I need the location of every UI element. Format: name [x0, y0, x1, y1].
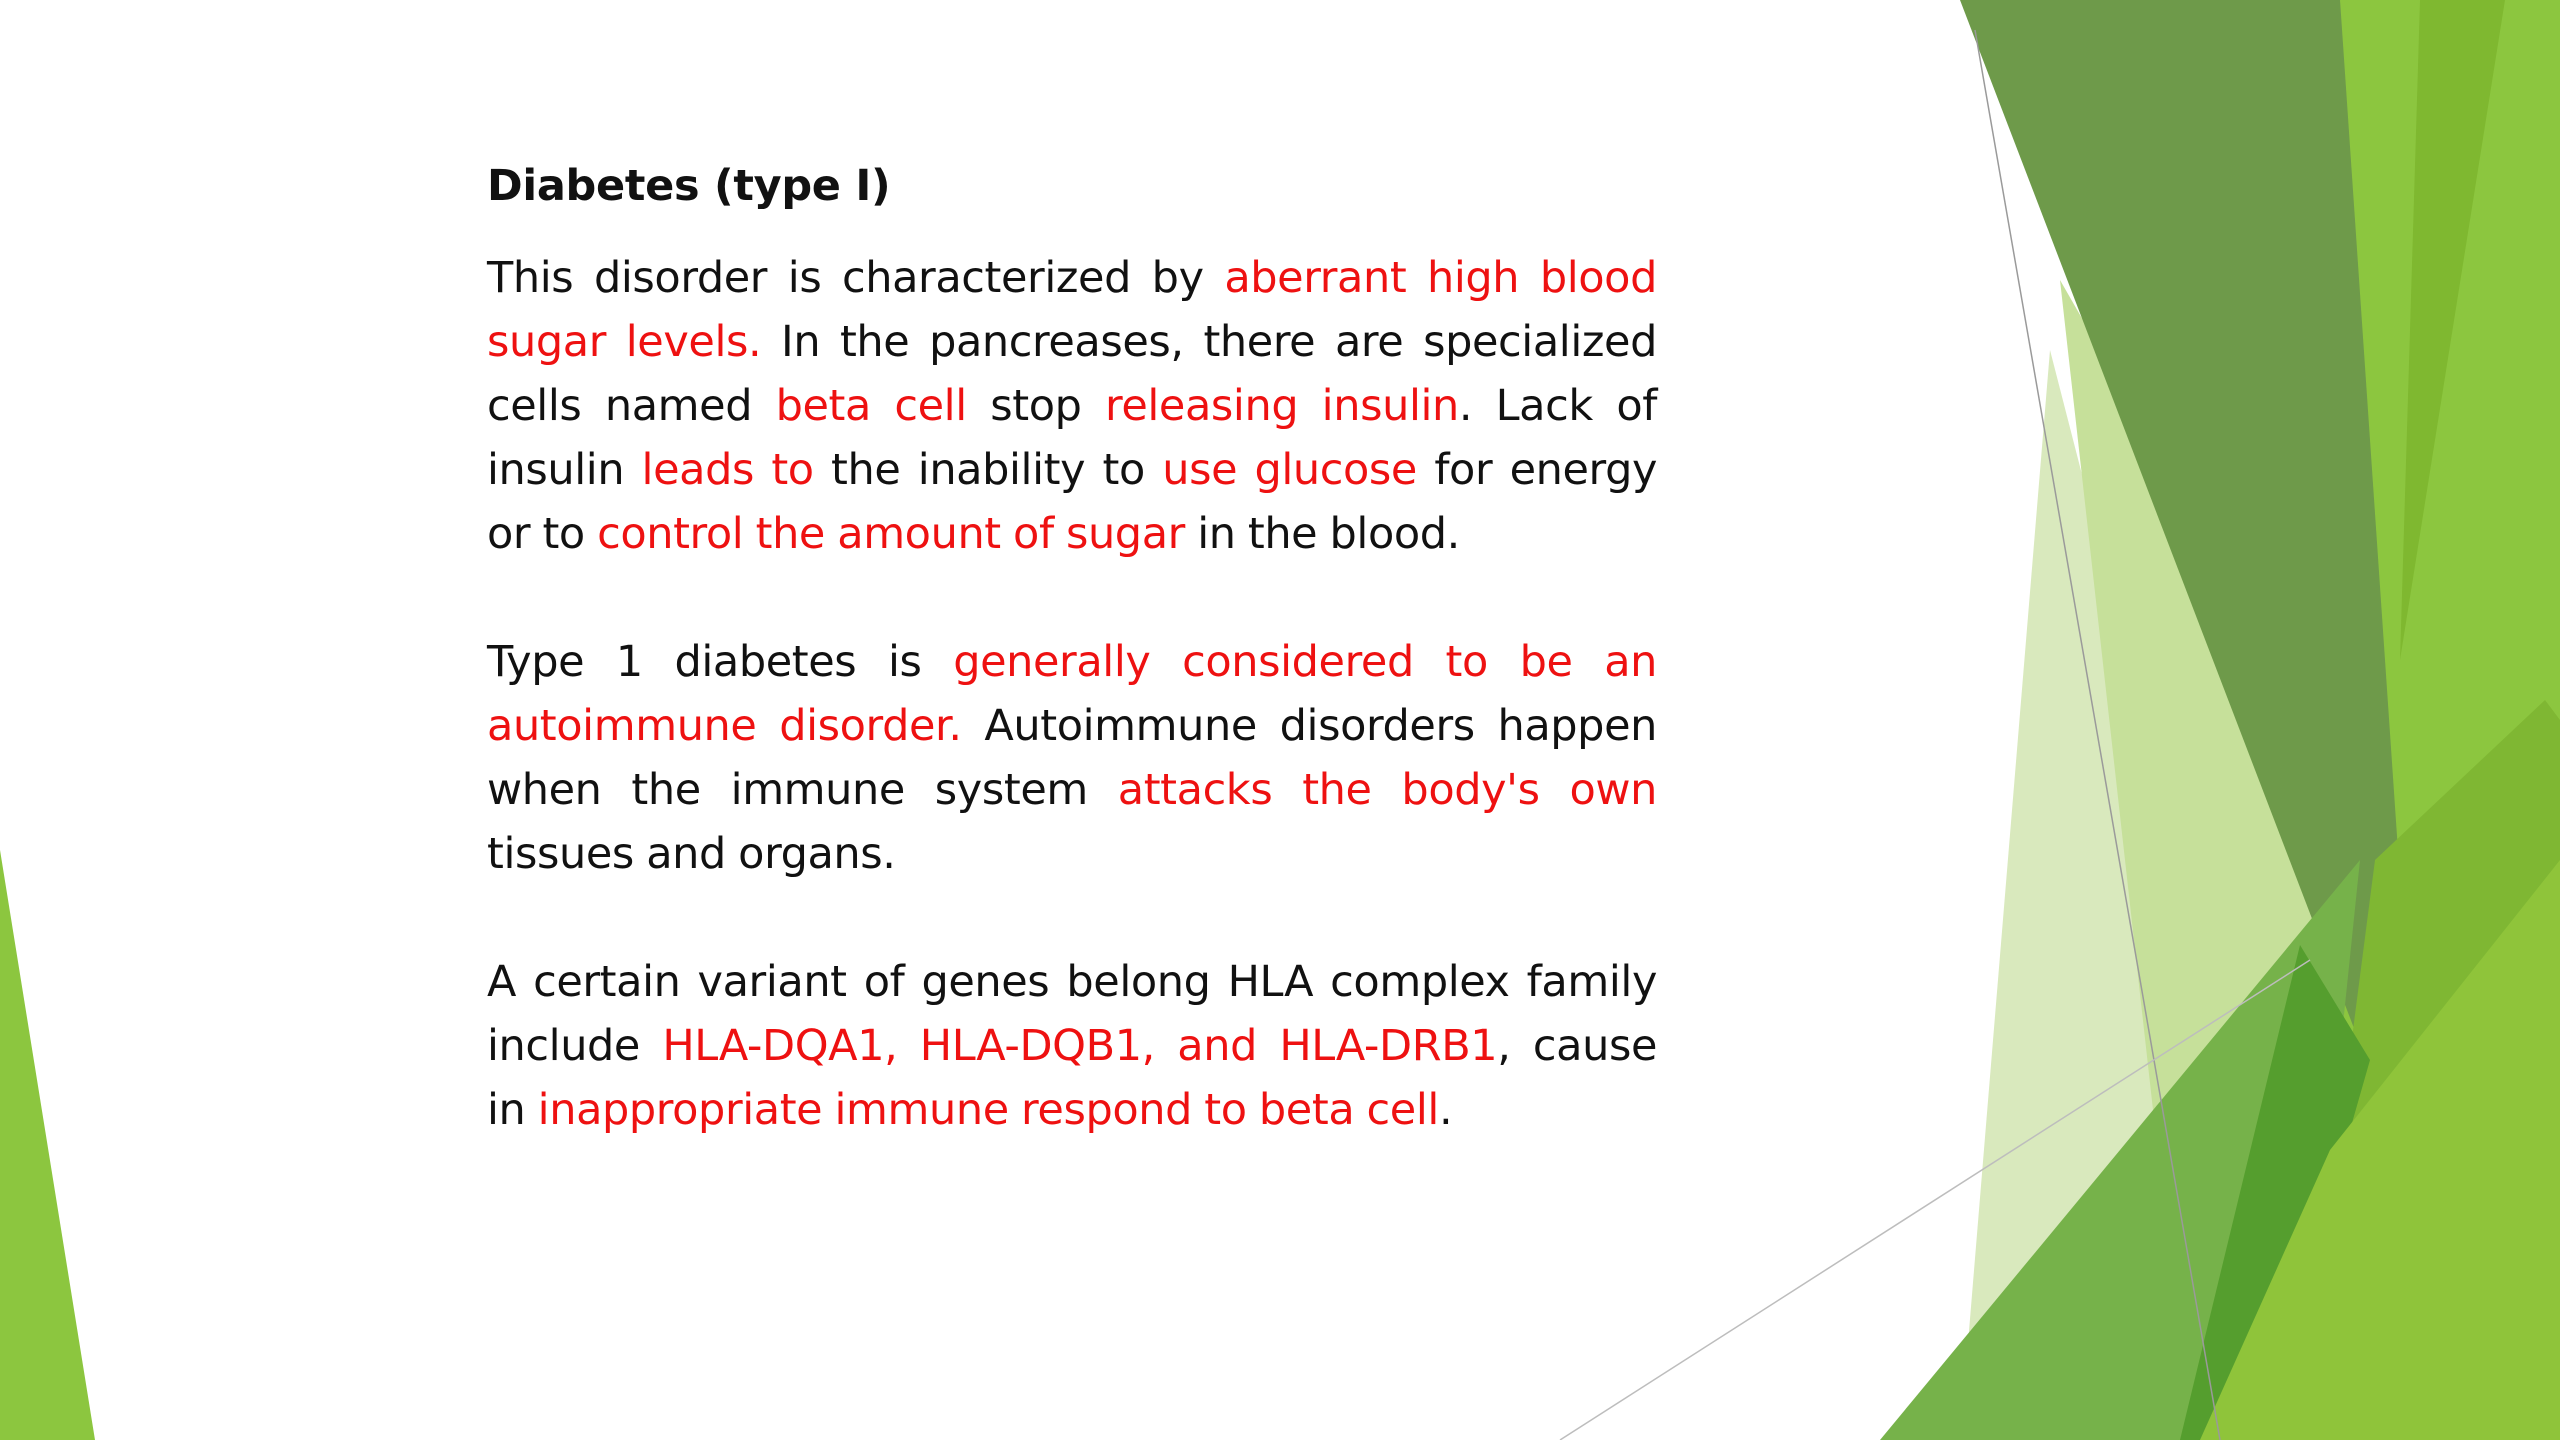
paragraph-1 — [487, 246, 1657, 566]
body-text: in the blood. — [1184, 509, 1460, 559]
body-text: the inability to — [813, 445, 1163, 495]
highlighted-text: releasing insulin — [1104, 381, 1459, 431]
body-text: Autoimmune disorders happen when the immune system — [487, 701, 1657, 815]
body-text: . — [1438, 1085, 1453, 1135]
body-text: , cause in — [487, 1021, 1657, 1135]
highlighted-text: inappropriate immune respond to beta cell — [537, 1085, 1439, 1135]
paragraph-3 — [487, 950, 1657, 1142]
highlighted-text: leads to — [641, 445, 814, 495]
slide-content — [487, 150, 1657, 1206]
highlighted-text: use glucose — [1162, 445, 1417, 495]
highlighted-text: attacks the body's own — [1117, 765, 1658, 815]
body-text: . Lack of insulin — [487, 381, 1657, 495]
highlighted-text: aberrant high blood sugar levels. — [487, 253, 1657, 367]
body-text: for energy or to — [487, 445, 1658, 559]
highlighted-text: beta cell — [775, 381, 967, 431]
paragraphs — [487, 246, 1657, 1142]
body-text: stop — [966, 381, 1105, 431]
highlighted-text: control the amount of sugar — [597, 509, 1185, 559]
left-green-facet — [0, 850, 95, 1440]
slide-title: Diabetes (type I) — [487, 161, 891, 211]
body-text: tissues and organs. — [487, 829, 896, 879]
body-text: This disorder is characterized by — [487, 253, 1225, 303]
paragraph-2 — [487, 630, 1657, 886]
highlighted-text: generally considered to be an autoimmune disorder. — [487, 637, 1657, 751]
body-text: A certain variant of genes belong HLA complex family include — [487, 957, 1657, 1071]
body-text: In the pancreases, there are specialized cells named — [487, 317, 1657, 431]
highlighted-text: HLA-DQA1, HLA-DQB1, and HLA-DRB1 — [662, 1021, 1498, 1071]
body-text: Type 1 diabetes is — [487, 637, 954, 687]
